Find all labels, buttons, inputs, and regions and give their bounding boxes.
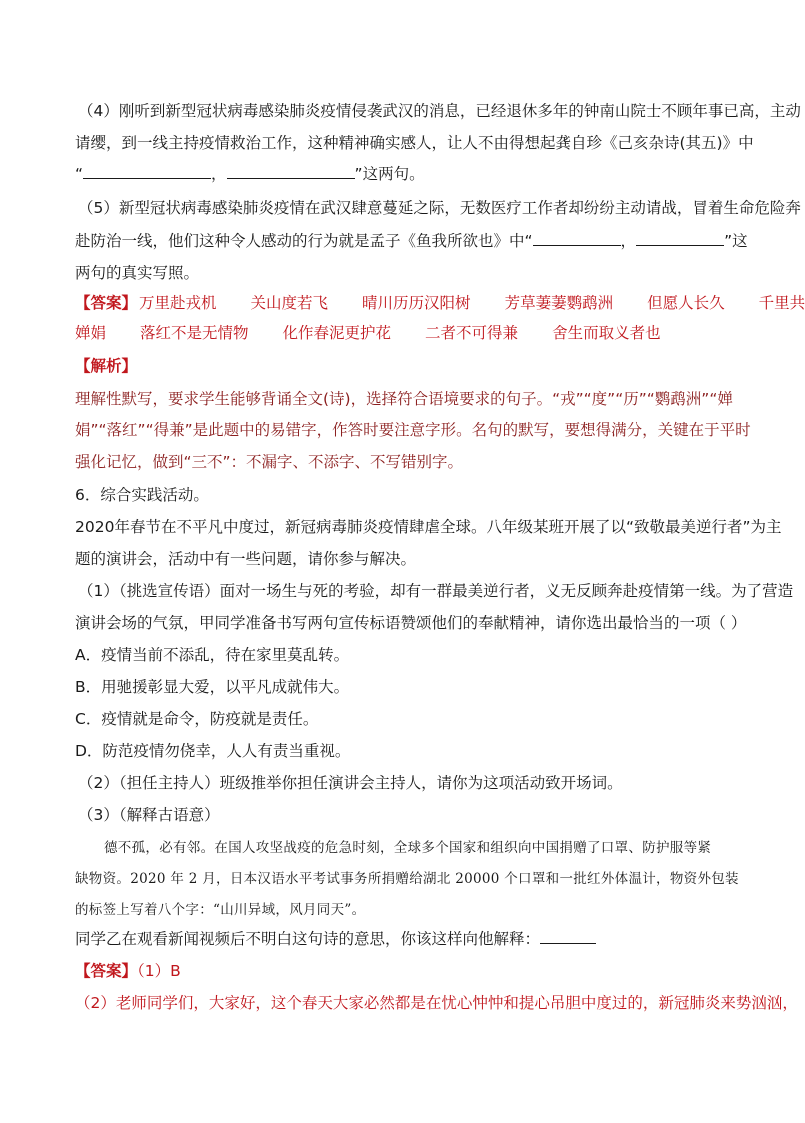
q4-quote-close: ”这两句。 [354, 165, 425, 183]
answer1-row-1 [75, 293, 805, 313]
q4-blank-1[interactable] [83, 164, 211, 179]
answer1-item: 化作春泥更护花 [282, 324, 392, 342]
answer1-item: 万里赴戎机 [139, 294, 217, 312]
quote-line-3: 的标签上写着八个字：“山川异域，风月同天”。 [75, 902, 366, 918]
q4-sep: ， [211, 165, 227, 183]
q6-p2: （2）（担任主持人）班级推举你担任演讲会主持人，请你为这项活动致开场词。 [78, 774, 623, 792]
answer2-label: 【答案】 [75, 962, 138, 980]
answer1-item: 但愿人长久 [647, 294, 725, 312]
answer1-item: 晴川历历汉阳树 [362, 294, 471, 312]
answer1-item: 舍生而取义者也 [552, 324, 661, 342]
q6-p3-question-text: 同学乙在观看新闻视频后不明白这句诗的意思，你该这样向他解释： [75, 930, 541, 948]
q5-line-3: 两句的真实写照。 [75, 264, 200, 282]
q6-p3-blank[interactable] [540, 929, 596, 944]
analysis-label-text: 【解析】 [75, 357, 138, 375]
q6-p1-line-1: （1）（挑选宣传语）面对一场生与死的考验，却有一群最美逆行者，义无反顾奔赴疫情第一线。为了营造 [78, 582, 794, 600]
answer1-item: 关山度若飞 [250, 294, 329, 312]
q5-sep: ， [620, 232, 637, 250]
analysis-line-3: 强化记忆，做到“三不”：不漏字、不添字、不写错别字。 [75, 453, 464, 471]
q6-option-b: B．用驰援彰显大爱，以平凡成就伟大。 [75, 678, 350, 696]
q6-p1-line-2: 演讲会场的气氛，甲同学准备书写两句宣传标语赞颂他们的奉献精神，请你选出最恰当的一项（ ） [75, 614, 747, 632]
answer2-a2: （2）老师同学们，大家好，这个春天大家必然都是在忧心忡忡和提心吊胆中度过的，新冠肺炎来势汹汹， [75, 994, 798, 1012]
q5-line-1: （5）新型冠状病毒感染肺炎疫情在武汉肆意蔓延之际，无数医疗工作者却纷纷主动请战，冒着生命危险奔 [78, 199, 801, 217]
q5-line-2-end: ”这 [724, 232, 748, 250]
answer1-item: 芳草萋萋鹦鹉洲 [504, 294, 614, 312]
q6-intro-2: 题的演讲会，活动中有一些问题，请你参与解决。 [75, 550, 417, 568]
q6-title: 6．综合实践活动。 [75, 486, 209, 504]
q5-blank-1[interactable] [533, 231, 621, 246]
q4-blank-2[interactable] [227, 164, 355, 179]
answer2-row [75, 961, 734, 981]
q6-p3: （3）（解释古语意） [78, 806, 220, 824]
q5-line-2 [75, 231, 748, 251]
answer1-row-2 [75, 323, 734, 343]
q6-intro-1: 2020年春节在不平凡中度过，新冠病毒肺炎疫情肆虐全球。八年级某班开展了以“致敬最美逆行者”为主 [75, 518, 782, 536]
answer2-a1: （1）B [137, 962, 181, 980]
q5-blank-2[interactable] [636, 231, 724, 246]
quote-line-2: 缺物资。2020 年 2 月，日本汉语水平考试事务所捐赠给湖北 20000 个口罩和一批红外体温计，物资外包装 [75, 871, 739, 887]
q4-line-1: （4）刚听到新型冠状病毒感染肺炎疫情侵袭武汉的消息，已经退休多年的钟南山院士不顾年事已高，主动 [78, 102, 801, 120]
q6-option-a: A．疫情当前不添乱，待在家里莫乱转。 [75, 646, 350, 664]
quote-line-1: 德不孤，必有邻。在国人攻坚战疫的危急时刻，全球多个国家和组织向中国捐赠了口罩、防护服等紧 [104, 840, 712, 856]
q6-option-d: D．防范疫情勿侥幸，人人有责当重视。 [75, 742, 351, 760]
q5-line-2-start: 赴防治一线，他们这种令人感动的行为就是孟子《鱼我所欲也》中“ [75, 232, 533, 250]
q6-option-c: C．疫情就是命令，防疫就是责任。 [75, 710, 319, 728]
answer1-item: 千里共 [758, 294, 805, 312]
answer1-item: 落红不是无情物 [140, 324, 249, 342]
q4-line-2: 请缨，到一线主持疫情救治工作，这种精神确实感人，让人不由得想起龚自珍《己亥杂诗(其五)》中 [75, 134, 754, 152]
answer1-item: 婵娟 [75, 324, 107, 342]
q4-line-3 [75, 164, 734, 184]
analysis-line-2: 娟”“落红”“得兼”是此题中的易错字，作答时要注意字形。名句的默写，要想得满分，关键在于平时 [75, 421, 751, 439]
q4-quote-open: “ [75, 165, 84, 183]
analysis-label [75, 356, 734, 376]
answer1-label: 【答案】 [75, 294, 138, 312]
answer1-item: 二者不可得兼 [425, 324, 519, 342]
q6-p3-question [75, 929, 734, 949]
analysis-line-1: 理解性默写，要求学生能够背诵全文(诗)，选择符合语境要求的句子。“戎”“度”“历”“鹦鹉洲”“婵 [75, 390, 733, 408]
